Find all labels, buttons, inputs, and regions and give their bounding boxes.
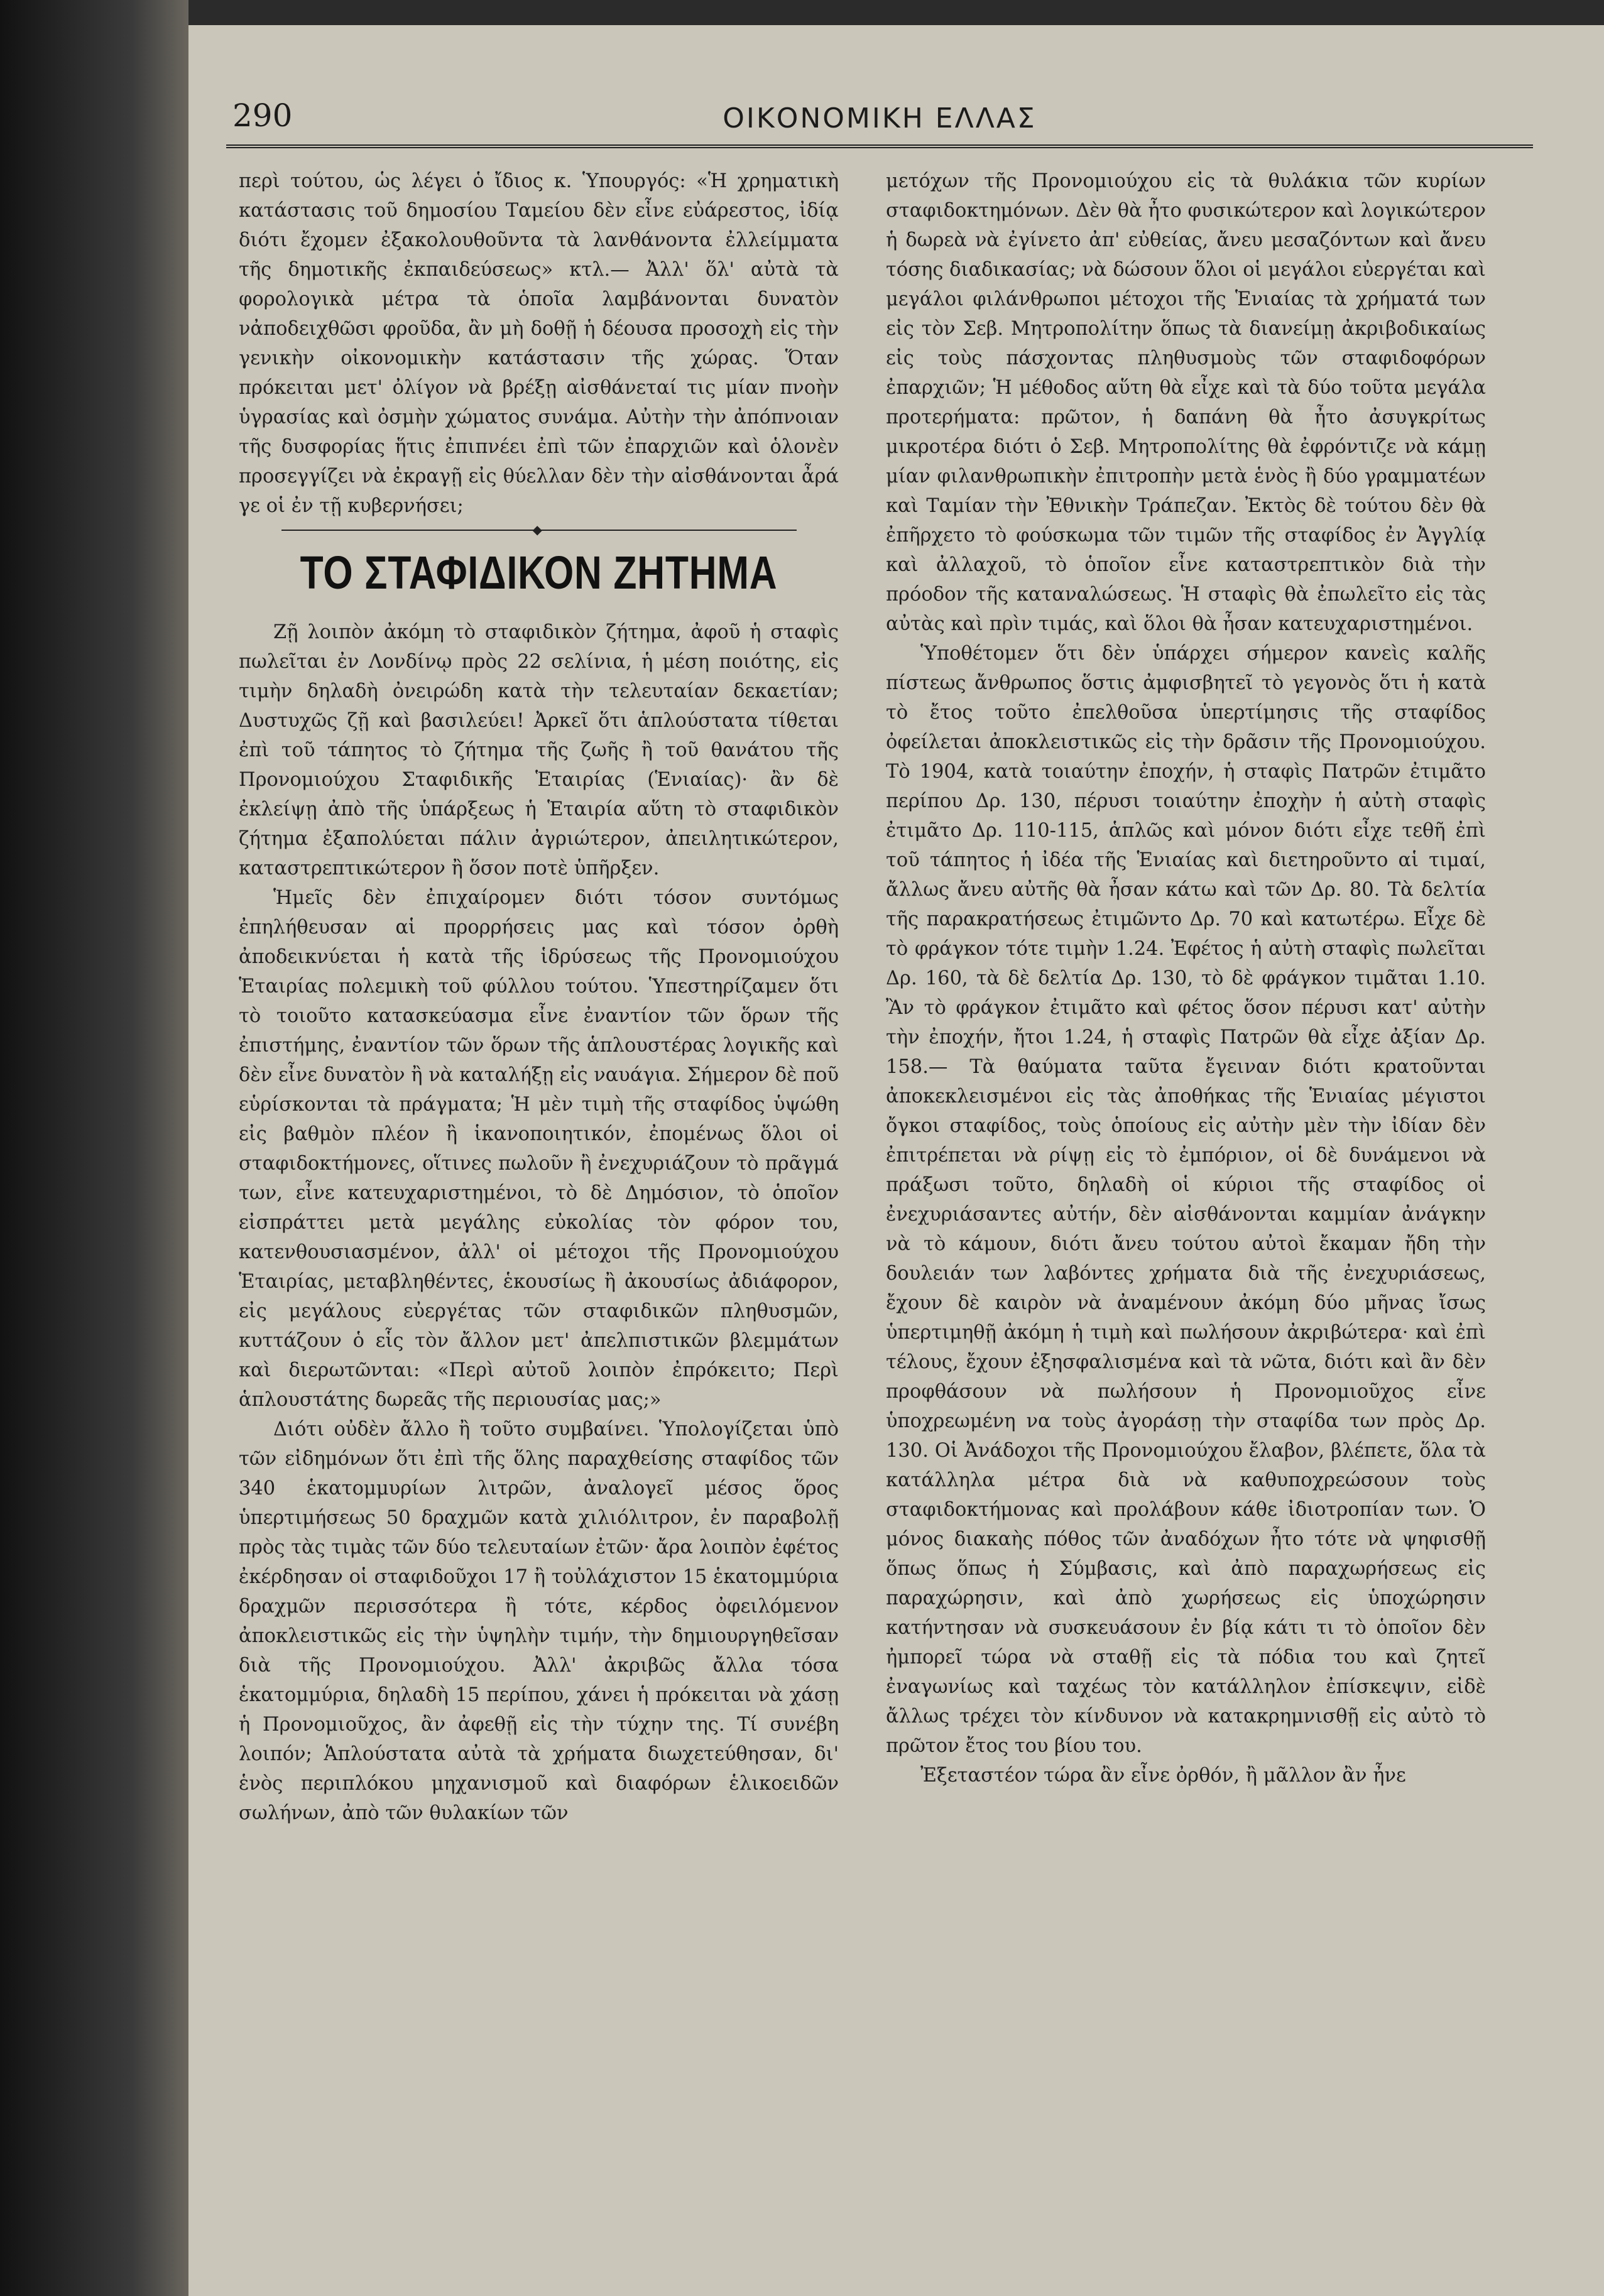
body-paragraph: Ὑποθέτομεν ὅτι δὲν ὑπάρχει σήμερον κανεὶς καλῆς πίστεως ἄνθρωπος ὅστις ἀμφισβητεῖ τὸ γεγονὸς ὅτι ἡ κατὰ τὸ ἔτος τοῦτο ἐπελθοῦσα ὑπερτίμησις τῆς σταφίδος ὀφείλεται ἀποκλειστικῶς εἰς τὴν δρᾶσιν τῆς Προνομιούχου. Τὸ 1904, κατὰ τοιαύτην ἐποχήν, ἡ σταφὶς Πατρῶν ἐτιμᾶτο περίπου Δρ. 130, πέρυσι τοιαύτην ἐποχὴν ἡ αὐτὴ σταφὶς ἐτιμᾶτο Δρ. 110-115, ἁπλῶς καὶ μόνον διότι εἶχε τεθῆ ἐπὶ τοῦ τάπητος ἡ ἰδέα τῆς Ἑνιαίας καὶ διετηροῦντο αἱ τιμαί, ἄλλως ἄνευ αὐτῆς θὰ ἦσαν κάτω καὶ τῶν Δρ. 80. Τὰ δελτία τῆς παρακρατήσεως ἐτιμῶντο Δρ. 70 καὶ κατωτέρω. Εἶχε δὲ τὸ φράγκον τότε τιμὴν 1.24. Ἐφέτος ἡ αὐτὴ σταφὶς πωλεῖται Δρ. 160, τὰ δὲ δελτία Δρ. 130, τὸ δὲ φράγκον τιμᾶται 1.10. Ἂν τὸ φράγκον ἐτιμᾶτο καὶ φέτος ὅσον πέρυσι κατ' αὐτὴν τὴν ἐποχήν, ἤτοι 1.24, ἡ σταφὶς Πατρῶν θὰ εἶχε ἀξίαν Δρ. 158.— Τὰ θαύματα ταῦτα ἔγειναν διότι κρατοῦνται ἀποκεκλεισμένοι εἰς τὰς ἀποθήκας τῆς Ἑνιαίας μέγιστοι ὄγκοι σταφίδος, τοὺς ὁποίους εἰς αὐτὴν μὲν τὴν ἰδίαν δὲν ἐπιτρέπεται νὰ ρίψῃ εἰς τὸ ἐμπόριον, οἱ δὲ δυνάμενοι νὰ πράξωσι τοῦτο, δηλαδὴ οἱ κύριοι τῆς σταφίδος οἱ ἐνεχυριάσαντες αὐτήν, δὲν αἰσθάνονται καμμίαν ἀνάγκην νὰ τὸ κάμουν, διότι ἄνευ τούτου αὐτοὶ ἔκαμαν ἤδη τὴν δουλειάν των λαβόντες χρήματα διὰ τῆς ἐνεχυριάσεως, ἔχουν δὲ καιρὸν νὰ ἀναμένουν ἀκόμη δύο μῆνας ἴσως ὑπερτιμηθῇ ἀκόμη ἡ τιμὴ καὶ πωλήσουν ἀκριβώτερα· καὶ ἐπὶ τέλους, ἔχουν ἐξησφαλισμένα καὶ τὰ νῶτα, διότι καὶ ἂν δὲν προφθάσουν νὰ πωλήσουν ἡ Προνομιοῦχος εἶνε ὑποχρεωμένη να τοὺς ἀγοράσῃ τὴν σταφίδα των πρὸς Δρ. 130. Οἱ Ἀνάδοχοι τῆς Προνομιούχου ἔλαβον, βλέπετε, ὅλα τὰ κατάλληλα μέτρα διὰ νὰ καθυποχρεώσουν τοὺς σταφιδοκτήμονας καὶ προλάβουν κάθε ἰδιοτροπίαν των. Ὁ μόνος διακαὴς πόθος τῶν ἀναδόχων ἦτο τότε νὰ ψηφισθῇ ὅπως ὅπως ἡ Σύμβασις, καὶ ἀπὸ παραχωρήσεως εἰς παραχώρησιν, καὶ ἀπὸ χωρήσεως εἰς ὑποχώρησιν κατήντησαν νὰ συσκευάσουν ἐν βίᾳ κάτι τι τὸ ὁποῖον δὲν ἠμπορεῖ τώρα νὰ σταθῇ εἰς τὰ πόδια του καὶ ζητεῖ ἐναγωνίως καὶ ταχέως τὸν κατάλληλον ἐπίσκεψιν, εἰδὲ ἄλλως τρέχει τὸν κίνδυνον νὰ κατακρημνισθῇ εἰς αὐτὸ τὸ πρῶτον ἔτος του βίου του. — [886, 643, 1486, 1757]
article-title: ΤΟ ΣΤΑΦΙΔΙΚΟΝ ΖΗΤΗΜΑ — [300, 547, 778, 599]
body-paragraph: Ζῇ λοιπὸν ἀκόμη τὸ σταφιδικὸν ζήτημα, ἀφοῦ ἡ σταφὶς πωλεῖται ἐν Λονδίνῳ πρὸς 22 σελίνια, ἡ μέση ποιότης, εἰς τιμὴν δηλαδὴ ὀνειρώδη κατὰ τὴν τελευταίαν δεκαετίαν; Δυστυχῶς ζῇ καὶ βασιλεύει! Ἀρκεῖ ὅτι ἁπλούστατα τίθεται ἐπὶ τοῦ τάπητος τὸ ζήτημα τῆς ζωῆς ἢ τοῦ θανάτου τῆς Προνομιούχου Σταφιδικῆς Ἑταιρίας (Ἑνιαίας)· ἂν δὲ ἐκλείψῃ ἀπὸ τῆς ὑπάρξεως ἡ Ἑταιρία αὕτη τὸ σταφιδικὸν ζήτημα ἐξαπολύεται πάλιν ἀγριώτερον, ἀπειλητικώτερον, καταστρεπτικώτερον ἢ ὅσον ποτὲ ὑπῆρξεν. — [239, 621, 839, 879]
running-title: ΟΙΚΟΝΟΜΙΚΗ ΕΛΛΑΣ — [723, 102, 1037, 134]
section-divider — [281, 522, 797, 537]
book-gutter-shadow — [0, 0, 188, 2296]
page-header — [232, 85, 1527, 148]
scanned-page — [188, 25, 1604, 2296]
right-column — [886, 166, 1486, 1790]
divider-diamond-icon: ◆ — [532, 522, 542, 537]
body-paragraph: Ἐξεταστέον τώρα ἂν εἶνε ὀρθόν, ἢ μᾶλλον ἂν ἦνε — [920, 1765, 1406, 1787]
body-paragraph: Διότι οὐδὲν ἄλλο ἢ τοῦτο συμβαίνει. Ὑπολογίζεται ὑπὸ τῶν εἰδημόνων ὅτι ἐπὶ τῆς ὅλης παραχθείσης σταφίδος τῶν 340 ἑκατομμυρίων λιτρῶν, ἀναλογεῖ μέσος ὅρος ὑπερτιμήσεως 50 δραχμῶν κατὰ χιλιόλιτρον, ἐν παραβολῇ πρὸς τὰς τιμὰς τῶν δύο τελευταίων ἐτῶν· ἄρα λοιπὸν ἐφέτος ἐκέρδησαν οἱ σταφιδοῦχοι 17 ἢ τοὐλάχιστον 15 ἑκατομμύρια δραχμῶν περισσότερα ἢ τότε, κέρδος ὀφειλόμενον ἀποκλειστικῶς εἰς τὴν ὑψηλὴν τιμήν, τὴν δημιουργηθεῖσαν διὰ τῆς Προνομιούχου. Ἀλλ' ἀκριβῶς ἄλλα τόσα ἑκατομμύρια, δηλαδὴ 15 περίπου, χάνει ἡ πρόκειται νὰ χάσῃ ἡ Προνομιοῦχος, ἂν ἀφεθῇ εἰς τὴν τύχην της. Τί συνέβη λοιπόν; Ἁπλούστατα αὐτὰ τὰ χρήματα διωχετεύθησαν, δι' ἑνὸς περιπλόκου μηχανισμοῦ καὶ διαφόρων ἑλικοειδῶν σωλήνων, ἀπὸ τῶν θυλακίων τῶν — [239, 1418, 839, 1824]
page-number: 290 — [232, 97, 293, 134]
body-paragraph: Ἡμεῖς δὲν ἐπιχαίρομεν διότι τόσον συντόμως ἐπηλήθευσαν αἱ προρρήσεις μας καὶ τόσον ὀρθὴ ἀποδεικνύεται ἡ κατὰ τῆς ἱδρύσεως τῆς Προνομιούχου Ἑταιρίας πολεμικὴ τοῦ φύλλου τούτου. Ὑπεστηρίζαμεν ὅτι τὸ τοιοῦτο κατασκεύασμα εἶνε ἐναντίον τῶν ὅρων τῆς ἐπιστήμης, ἐναντίον τῶν ὅρων τῆς ἁπλουστέρας λογικῆς καὶ δὲν εἶνε δυνατὸν ἢ νὰ καταλήξῃ εἰς ναυάγια. Σήμερον δὲ ποῦ εὑρίσκονται τὰ πράγματα; Ἡ μὲν τιμὴ τῆς σταφίδος ὑψώθη εἰς βαθμὸν πλέον ἢ ἱκανοποιητικόν, ἐπομένως ὅλοι οἱ σταφιδοκτήμονες, οἵτινες πωλοῦν ἢ ἐνεχυριάζουν τὸ πρᾶγμά των, εἶνε κατευχαριστημένοι, τὸ δὲ Δημόσιον, τὸ ὁποῖον εἰσπράττει μετὰ μεγάλης εὐκολίας τὸν φόρον του, κατενθουσιασμένον, ἀλλ' οἱ μέτοχοι τῆς Προνομιούχου Ἑταιρίας, μεταβληθέντες, ἑκουσίως ἢ ἀκουσίως ἀδιάφορον, εἰς μεγάλους εὐεργέτας τῶν σταφιδικῶν πληθυσμῶν, κυττάζουν ὁ εἷς τὸν ἄλλον μετ' ἀπελπιστικῶν βλεμμάτων καὶ διερωτῶνται: «Περὶ αὐτοῦ λοιπὸν ἐπρόκειτο; Περὶ ἁπλουστάτης δωρεᾶς τῆς περιουσίας μας;» — [239, 887, 839, 1411]
body-paragraph: μετόχων τῆς Προνομιούχου εἰς τὰ θυλάκια τῶν κυρίων σταφιδοκτημόνων. Δὲν θὰ ἦτο φυσικώτερον καὶ λογικώτερον ἡ δωρεὰ νὰ ἐγίνετο ἀπ' εὐθείας, ἄνευ μεσαζόντων καὶ ἄνευ τόσης διαδικασίας; νὰ δώσουν ὅλοι οἱ μεγάλοι εὐεργέται καὶ μεγάλοι φιλάνθρωποι μέτοχοι τῆς Ἑνιαίας τὰ χρήματά των εἰς τὸν Σεβ. Μητροπολίτην ὅπως τὰ διανείμῃ ἀκριβοδικαίως εἰς τοὺς πάσχοντας πληθυσμοὺς τῶν σταφιδοφόρων ἐπαρχιῶν; Ἡ μέθοδος αὕτη θὰ εἶχε καὶ τὰ δύο τοῦτα μεγάλα προτερήματα: πρῶτον, ἡ δαπάνη θὰ ἦτο ἀσυγκρίτως μικροτέρα διότι ὁ Σεβ. Μητροπολίτης θὰ ἐφρόντιζε νὰ κάμῃ μίαν φιλανθρωπικὴν ἐπιτροπὴν μετὰ ἑνὸς ἢ δύο γραμματέων καὶ Ταμίαν τὴν Ἐθνικὴν Τράπεζαν. Ἐκτὸς δὲ τούτου δὲν θὰ ἐπῆρχετο τὸ φούσκωμα τῶν τιμῶν τῆς σταφίδος ἐν Ἀγγλίᾳ καὶ ἀλλαχοῦ, τὸ ὁποῖον εἶνε καταστρεπτικὸν διὰ τὴν πρόοδον τῆς καταναλώσεως. Ἡ σταφὶς θὰ ἐπωλεῖτο εἰς τὰς αὐτὰς καὶ πρὶν τιμάς, καὶ ὅλοι θὰ ἦσαν κατευχαριστημένοι. — [886, 170, 1487, 635]
left-column — [239, 166, 839, 1828]
intro-paragraph: περὶ τούτου, ὡς λέγει ὁ ἴδιος κ. Ὑπουργός: «Ἡ χρηματικὴ κατάστασις τοῦ δημοσίου Ταμείου δὲν εἶνε εὐάρεστος, ἰδίᾳ διότι ἔχομεν ἐξακολουθοῦντα τὰ λανθάνοντα ἐλλείμματα τῆς δημοτικῆς ἐκπαιδεύσεως» κτλ.— Ἀλλ' ὅλ' αὐτὰ τὰ φορολογικὰ μέτρα τὰ ὁποῖα λαμβάνονται δυνατὸν νἀποδειχθῶσι φροῦδα, ἂν μὴ δοθῇ ἡ δέουσα προσοχὴ εἰς τὴν γενικὴν οἰκονομικὴν κατάστασιν τῆς χώρας. Ὅταν πρόκειται μετ' ὀλίγον νὰ βρέξῃ αἰσθάνεταί τις μίαν πνοὴν ὑγρασίας καὶ ὀσμὴν χώματος συνάμα. Αὐτὴν τὴν ἀπόπνοιαν τῆς δυσφορίας ἥτις ἐπιπνέει ἐπὶ τῶν ἐπαρχιῶν καὶ ὁλονὲν προσεγγίζει νὰ ἐκραγῇ εἰς θύελλαν δὲν τὴν αἰσθάνονται ἆρά γε οἱ ἐν τῇ κυβερνήσει; — [239, 170, 839, 517]
header-rule — [226, 144, 1533, 148]
